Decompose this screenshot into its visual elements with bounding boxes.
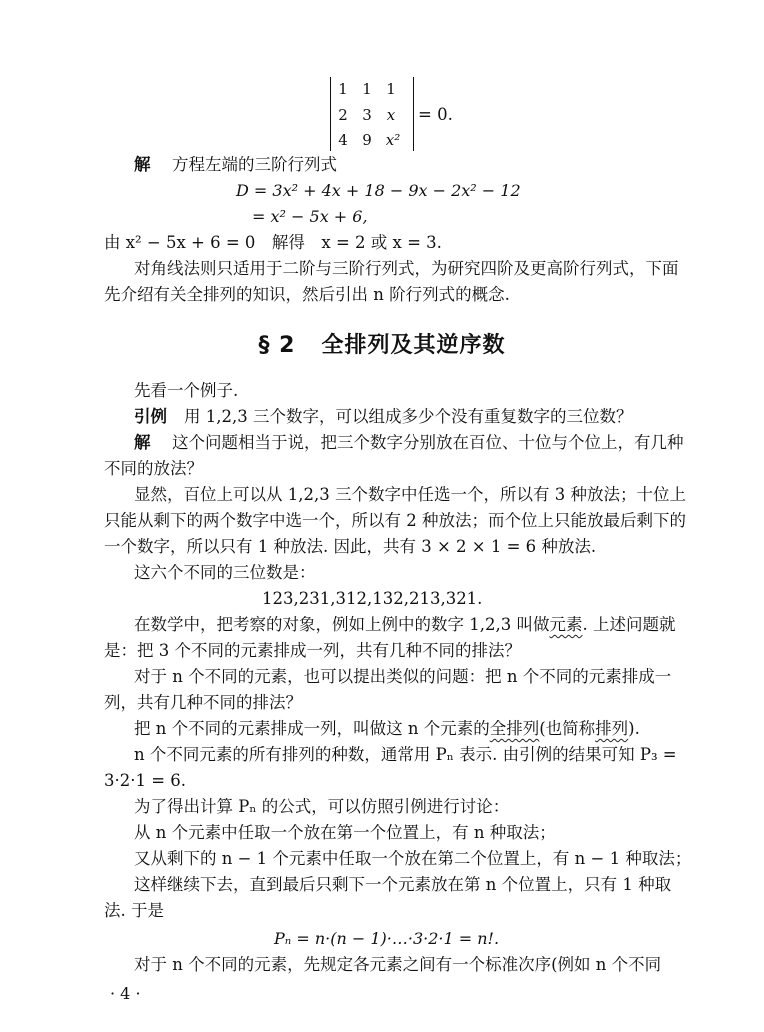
det-cell: 4: [338, 131, 348, 149]
term-arrangement: 排列: [595, 719, 629, 738]
paragraph-line: 对于 n 个不同的元素，先规定各元素之间有一个标准次序(例如 n 个不同: [134, 955, 662, 974]
text-fragment: . 上述问题就: [582, 615, 676, 634]
numbers-list: 123,231,312,132,213,321.: [262, 589, 483, 608]
paragraph-line: 只能从剩下的两个数字中选一个，所以有 2 种放法；而个位上只能放最后剩下的: [104, 511, 686, 530]
paragraph-line: 从 n 个元素中任取一个放在第一个位置上，有 n 种取法；: [134, 823, 556, 842]
solution-text: 方程左端的三阶行列式: [172, 155, 337, 174]
paragraph-line: 对角线法则只适用于二阶与三阶行列式，为研究四阶及更高阶行列式，下面: [134, 259, 679, 278]
section-title: 全排列及其逆序数: [321, 333, 506, 358]
solution-text: 这个问题相当于说，把三个数字分别放在百位、十位与个位上，有几种: [172, 433, 684, 452]
result-line: 由 x² − 5x + 6 = 0 解得 x = 2 或 x = 3.: [104, 233, 442, 252]
formula-pn: Pₙ = n·(n − 1)·…·3·2·1 = n!.: [274, 929, 500, 948]
paragraph-line: 不同的放法？: [104, 459, 203, 478]
paragraph-line: n 个不同元素的所有排列的种数，通常用 Pₙ 表示. 由引例的结果可知 P₃ =: [134, 745, 677, 764]
paragraph-line: 先介绍有关全排列的知识，然后引出 n 阶行列式的概念.: [104, 285, 510, 304]
formula-line: = x² − 5x + 6,: [252, 207, 368, 226]
det-cell: 1: [386, 80, 396, 98]
text-fragment: (也简称: [539, 719, 596, 738]
paragraph-line: 是：把 3 个不同的元素排成一列，共有几种不同的排法？: [104, 641, 521, 660]
det-cell: 3: [362, 106, 372, 124]
section-number: § 2: [258, 333, 296, 358]
term-element: 元素: [549, 615, 583, 634]
example-text: 用 1,2,3 三个数字，可以组成多少个没有重复数字的三位数？: [184, 407, 633, 426]
det-cell: 2: [338, 106, 348, 124]
text-fragment: ).: [628, 719, 640, 738]
term-permutation: 全排列: [489, 719, 540, 738]
page-number: · 4 ·: [110, 984, 141, 1003]
paragraph-line: 先看一个例子.: [134, 381, 239, 400]
det-cell: 1: [362, 80, 372, 98]
det-cell: 9: [362, 131, 372, 149]
paragraph-line: 为了得出计算 Pₙ 的公式，可以仿照引例进行讨论：: [134, 797, 510, 816]
paragraph-line: 显然，百位上可以从 1,2,3 三个数字中任选一个，所以有 3 种放法；十位上: [134, 485, 686, 504]
determinant-matrix: [330, 77, 414, 151]
paragraph-line: 法. 于是: [104, 901, 164, 920]
paragraph-line: [134, 614, 675, 636]
paragraph-line: 3·2·1 = 6.: [104, 771, 187, 790]
paragraph-line: 列，共有几种不同的排法？: [104, 693, 302, 712]
text-fragment: 把 n 个不同的元素排成一列，叫做这 n 个元素的: [134, 719, 490, 738]
paragraph-line: 一个数字，所以只有 1 种放法. 因此，共有 3 × 2 × 1 = 6 种放法.: [104, 537, 597, 556]
solution-label: 解: [134, 155, 151, 174]
paragraph-line: [134, 718, 640, 740]
text-fragment: 在数学中，把考察的对象，例如上例中的数字 1,2,3 叫做: [134, 615, 550, 634]
paragraph-line: 对于 n 个不同的元素，也可以提出类似的问题：把 n 个不同的元素排成一: [134, 667, 672, 686]
det-cell: x: [386, 106, 396, 124]
det-cell: 1: [338, 80, 348, 98]
determinant-rhs: = 0.: [418, 105, 453, 124]
paragraph-line: 这样继续下去，直到最后只剩下一个元素放在第 n 个位置上，只有 1 种取: [134, 875, 672, 894]
formula-line: D = 3x² + 4x + 18 − 9x − 2x² − 12: [236, 181, 521, 200]
paragraph-line: 这六个不同的三位数是：: [134, 563, 316, 582]
solution-label: 解: [134, 433, 151, 452]
det-cell: x²: [385, 131, 401, 149]
example-label: 引例: [134, 407, 167, 426]
paragraph-line: 又从剩下的 n − 1 个元素中任取一个放在第二个位置上，有 n − 1 种取法；: [134, 849, 692, 868]
section-heading: [0, 328, 764, 359]
